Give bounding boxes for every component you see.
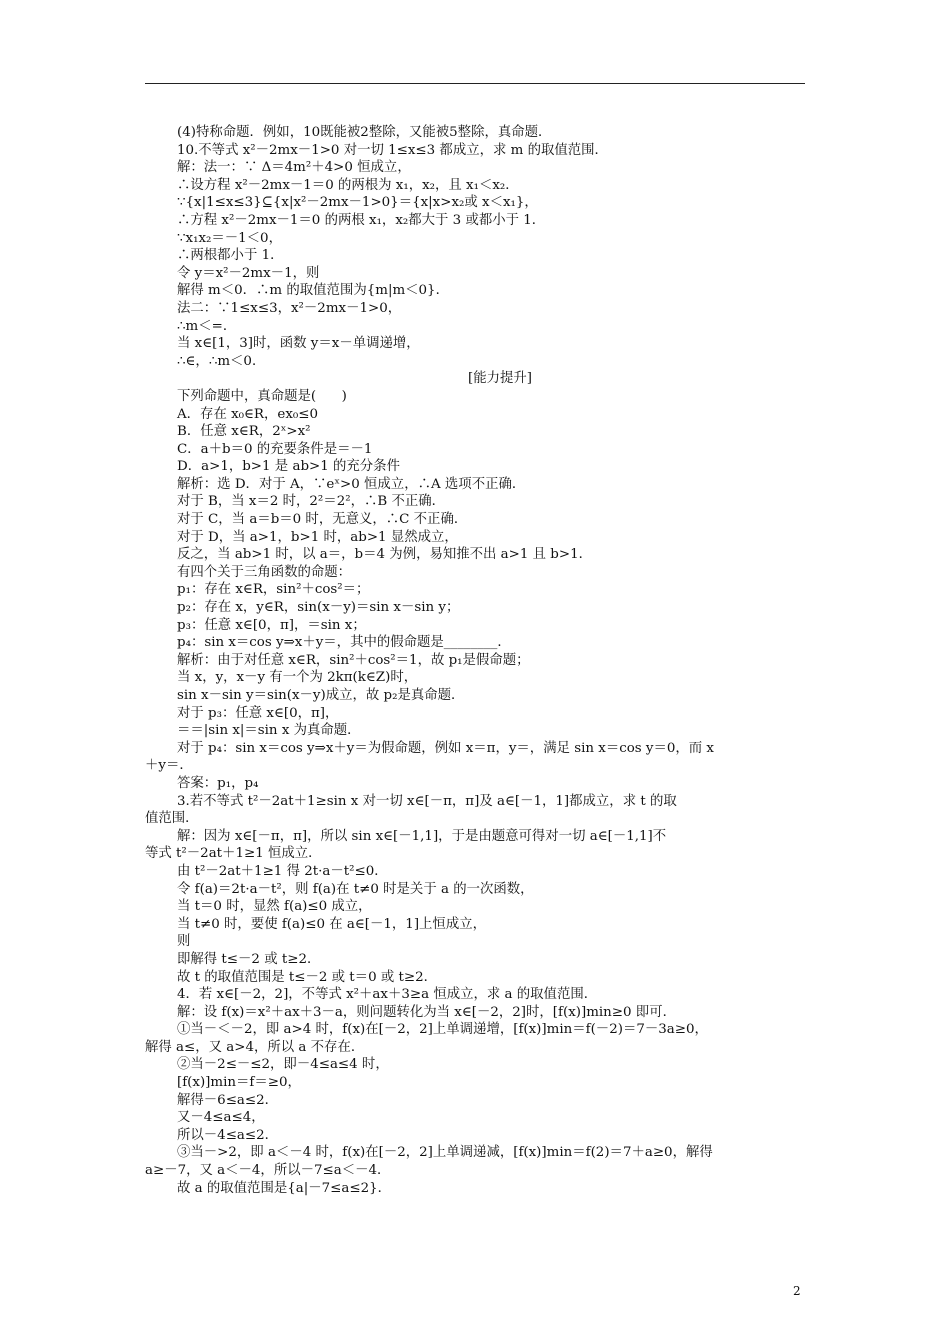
header-rule <box>145 83 805 84</box>
text-line: 10.不等式 x²－2mx－1>0 对一切 1≤x≤3 都成立，求 m 的取值范围． <box>177 142 608 158</box>
document-body <box>145 124 815 1197</box>
text-line: 等式 t²－2at＋1≥1 恒成立． <box>145 846 322 862</box>
text-line: 当 t≠0 时，要使 f(a)≤0 在 a∈[－1，1]上恒成立， <box>177 916 486 932</box>
text-line: ＝＝|sin x|＝sin x 为真命题． <box>177 723 361 739</box>
text-line: 则 <box>177 934 191 950</box>
text-line: (4)特称命题．例如，10既能被2整除，又能被5整除，真命题． <box>177 125 552 140</box>
text-line: 对于 D，当 a>1，b>1 时，ab>1 显然成立， <box>177 529 458 545</box>
text-line: [f(x)]min＝f＝≥0， <box>177 1075 301 1091</box>
text-line: 答案：p₁，p₄ <box>177 775 259 791</box>
text-line: 令 y＝x²－2mx－1，则 <box>177 265 320 281</box>
text-line: ∵x₁x₂＝－1＜0， <box>177 230 282 246</box>
text-line: 即解得 t≤－2 或 t≥2． <box>177 951 321 967</box>
text-line: sin x－sin y＝sin(x－y)成立，故 p₂是真命题． <box>177 688 465 703</box>
text-line: 由 t²－2at＋1≥1 得 2t·a－t²≤0． <box>177 863 388 879</box>
text-line: A．存在 x₀∈R，ex₀≤0 <box>177 406 318 422</box>
text-line: 值范围． <box>145 811 199 827</box>
text-line: 解得 a≤，又 a>4，所以 a 不存在． <box>145 1039 365 1055</box>
text-line: ①当－＜－2，即 a>4 时，f(x)在[－2，2]上单调递增，[f(x)]min＝f(－2)＝7－3a≥0， <box>177 1022 708 1038</box>
text-line: D．a>1，b>1 是 ab>1 的充分条件 <box>177 459 400 475</box>
text-line: 解析：由于对任意 x∈R，sin²＋cos²＝1，故 p₁是假命题； <box>177 652 530 668</box>
text-line: a≥－7，又 a＜－4，所以－7≤a＜－4． <box>145 1163 391 1179</box>
text-line: 反之，当 ab>1 时，以 a＝，b＝4 为例，易知推不出 a>1 且 b>1． <box>177 547 593 563</box>
text-line: 所以－4≤a≤2． <box>177 1127 279 1143</box>
text-line: 对于 p₃：任意 x∈[0，π]， <box>177 705 339 721</box>
text-line: 有四个关于三角函数的命题： <box>177 564 352 580</box>
text-line: 解：因为 x∈[－π，π]，所以 sin x∈[－1,1]，于是由题意可得对一切 a∈[－1,1]不 <box>177 828 667 844</box>
text-line: 对于 p₄：sin x＝cos y⇒x＋y＝为假命题，例如 x＝π，y＝，满足 sin x＝cos y＝0，而 x <box>177 740 714 756</box>
text-line: 解：法一：∵ Δ＝4m²＋4>0 恒成立， <box>177 160 411 176</box>
text-line: 令 f(a)＝2t·a－t²，则 f(a)在 t≠0 时是关于 a 的一次函数， <box>177 881 534 897</box>
text-line: 法二：∵1≤x≤3，x²－2mx－1>0， <box>177 300 402 316</box>
text-line: 当 t＝0 时，显然 f(a)≤0 成立， <box>177 899 372 915</box>
text-line: ∴两根都小于 1． <box>177 248 284 264</box>
text-line: 当 x，y，x－y 有一个为 2kπ(k∈Z)时， <box>177 670 418 686</box>
text-line: ∵{x|1≤x≤3}⊆{x|x²－2mx－1>0}＝{x|x>x₂或 x＜x₁}， <box>177 195 538 211</box>
text-line: ∴∈，∴m＜0． <box>177 353 266 369</box>
text-line: p₁：存在 x∈R，sin²＋cos²＝； <box>177 582 370 598</box>
text-line: ∴m＜=． <box>177 318 237 334</box>
text-line: ③当－>2，即 a＜－4 时，f(x)在[－2，2]上单调递减，[f(x)]min＝f(2)＝7＋a≥0，解得 <box>177 1145 713 1161</box>
text-line: 解：设 f(x)＝x²＋ax＋3－a，则问题转化为当 x∈[－2，2]时，[f(x)]min≥0 即可． <box>177 1004 676 1020</box>
text-line: 对于 B，当 x＝2 时，2²＝2²，∴B 不正确． <box>177 494 446 510</box>
text-line: 解析：选 D．对于 A，∵eˣ>0 恒成立，∴A 选项不正确． <box>177 476 526 492</box>
text-line: 又－4≤a≤4， <box>177 1110 265 1126</box>
text-line: 故 t 的取值范围是 t≤－2 或 t＝0 或 t≥2． <box>177 969 438 985</box>
text-line: ∴设方程 x²－2mx－1＝0 的两根为 x₁，x₂，且 x₁＜x₂． <box>177 177 519 193</box>
text-line: p₂：存在 x，y∈R，sin(x－y)＝sin x－sin y； <box>177 600 460 616</box>
text-line: 故 a 的取值范围是{a|－7≤a≤2}． <box>177 1180 392 1196</box>
text-line: 解得 m＜0．∴m 的取值范围为{m|m＜0}． <box>177 283 449 299</box>
text-line: 4．若 x∈[－2，2]，不等式 x²＋ax＋3≥a 恒成立，求 a 的取值范围． <box>177 987 598 1003</box>
text-line: p₃：任意 x∈[0，π]，＝sin x； <box>177 617 366 633</box>
text-line: [能力提升] <box>467 371 532 387</box>
text-line: 下列命题中，真命题是( ) <box>177 388 347 404</box>
text-line: 当 x∈[1，3]时，函数 y＝x－单调递增， <box>177 336 420 352</box>
text-line: B．任意 x∈R，2ˣ>x² <box>177 424 311 440</box>
text-line: ∴方程 x²－2mx－1＝0 的两根 x₁，x₂都大于 3 或都小于 1． <box>177 212 546 228</box>
text-line: ＋y＝． <box>145 758 193 774</box>
text-line: ②当－2≤－≤2，即－4≤a≤4 时， <box>177 1057 389 1073</box>
text-line: 解得－6≤a≤2． <box>177 1092 279 1108</box>
text-line: p₄：sin x＝cos y⇒x＋y＝，其中的假命题是________． <box>177 635 511 651</box>
page-number: 2 <box>793 1284 801 1298</box>
text-line: 对于 C，当 a＝b＝0 时，无意义，∴C 不正确． <box>177 512 468 528</box>
text-line: 3.若不等式 t²－2at＋1≥sin x 对一切 x∈[－π，π]及 a∈[－1，1]都成立，求 t 的取 <box>177 793 677 809</box>
text-line: C．a＋b＝0 的充要条件是＝－1 <box>177 441 373 457</box>
